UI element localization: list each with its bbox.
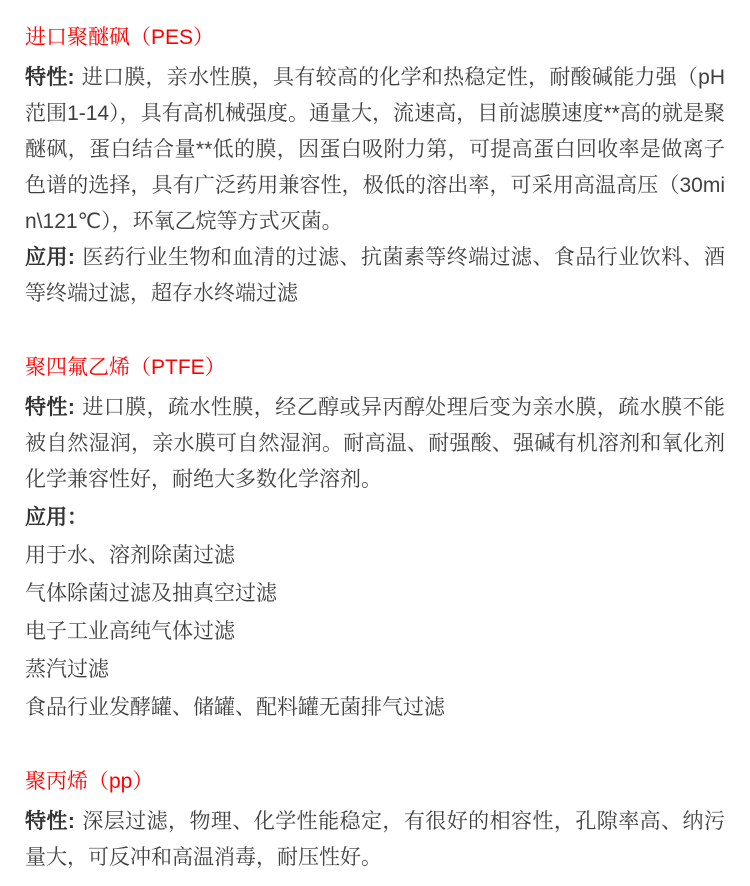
- pp-trait-paragraph: [25, 804, 725, 876]
- section-pes-title: 进口聚醚砜（PES）: [25, 26, 215, 49]
- pes-application-text: 医药行业生物和血清的过滤、抗菌素等终端过滤、食品行业饮料、酒等终端过滤，超存水终端过滤: [25, 246, 725, 305]
- ptfe-application-item: 蒸汽过滤: [25, 658, 109, 681]
- ptfe-application-list: [25, 538, 725, 726]
- section-pes: [25, 24, 725, 312]
- ptfe-trait-text: 进口膜，疏水性膜，经乙醇或异丙醇处理后变为亲水膜，疏水膜不能被自然湿润，亲水膜可自然湿润。耐高温、耐强酸、强碱有机溶剂和氧化剂化学兼容性好，耐绝大多数化学溶剂。: [25, 396, 725, 491]
- pes-trait-text: 进口膜，亲水性膜，具有较高的化学和热稳定性，耐酸碱能力强（pH范围1-14），具有高机械强度。通量大，流速高，目前滤膜速度**高的就是聚醚砜，蛋白结合量**低的膜，因蛋白吸附力第，可提高蛋白回收率是做离子色谱的选择，具有广泛药用兼容性，极低的溶出率，可采用高温高压（30min\121℃），环氧乙烷等方式灭菌。: [25, 66, 726, 233]
- ptfe-application-item: 食品行业发酵罐、储罐、配料罐无菌排气过滤: [25, 696, 445, 719]
- ptfe-application-item: 电子工业高纯气体过滤: [25, 620, 235, 643]
- pp-trait-text: 深层过滤，物理、化学性能稳定，有很好的相容性，孔隙率高、纳污量大，可反冲和高温消毒，耐压性好。: [25, 810, 725, 869]
- ptfe-application-label-line: [25, 500, 725, 536]
- section-ptfe-title: 聚四氟乙烯（PTFE）: [25, 356, 226, 379]
- ptfe-application-label: 应用：: [25, 506, 88, 529]
- pes-trait-label: 特性:: [25, 66, 75, 89]
- section-pp-title: 聚丙烯（pp）: [25, 770, 154, 793]
- pes-trait-paragraph: [25, 60, 725, 240]
- section-ptfe: [25, 354, 725, 726]
- ptfe-application-item: 用于水、溶剂除菌过滤: [25, 544, 235, 567]
- section-pp: [25, 768, 725, 876]
- ptfe-trait-label: 特性:: [25, 396, 75, 419]
- ptfe-trait-paragraph: [25, 390, 725, 498]
- ptfe-application-item: 气体除菌过滤及抽真空过滤: [25, 582, 277, 605]
- pp-trait-label: 特性:: [25, 810, 75, 833]
- pes-application-label: 应用:: [25, 246, 75, 269]
- pes-application-paragraph: [25, 240, 725, 312]
